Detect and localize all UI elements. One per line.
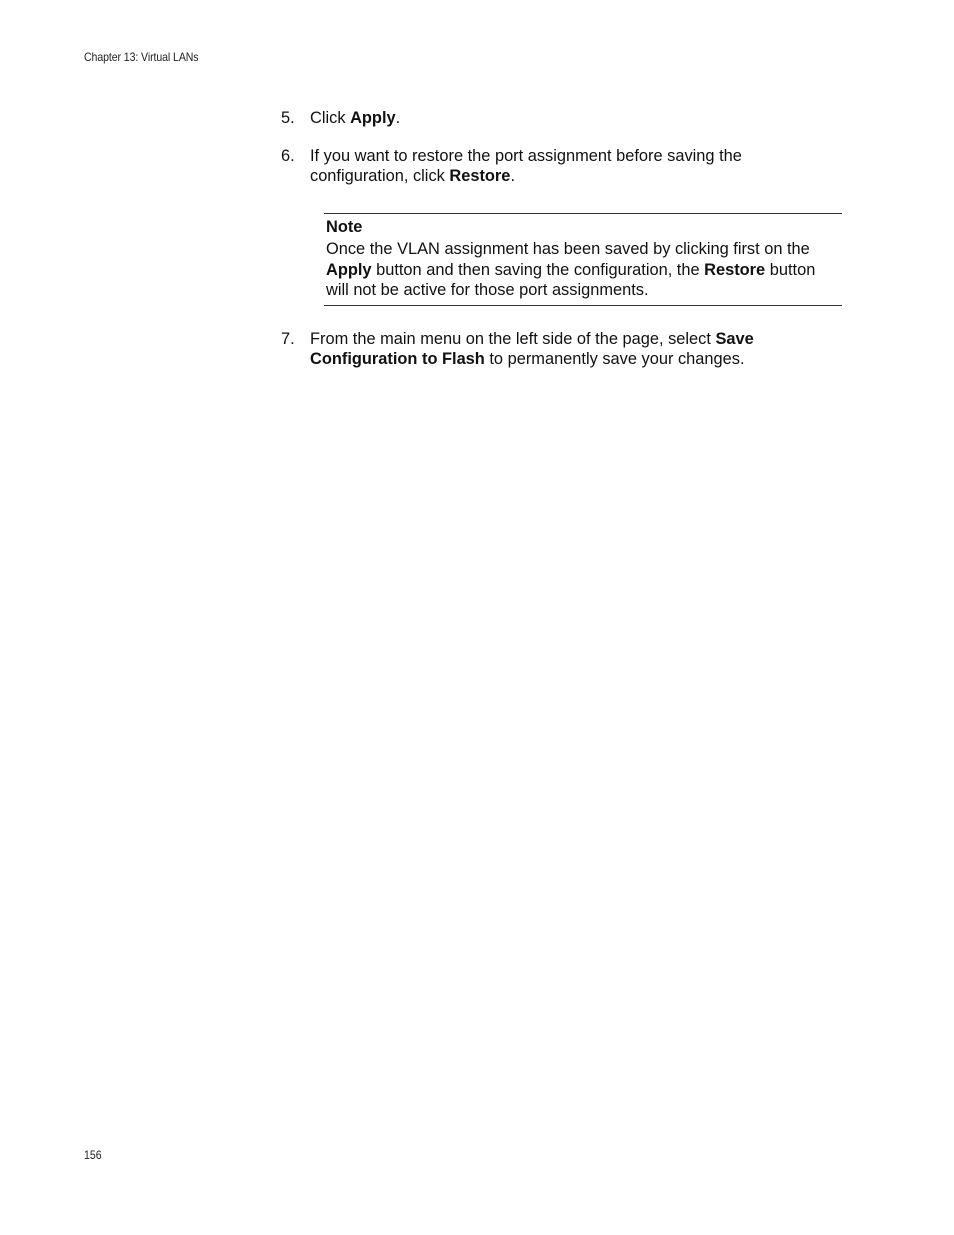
step-bold-term: Apply [350,109,396,127]
step-bold-term: Restore [449,167,511,186]
running-header: Chapter 13: Virtual LANs [84,50,199,64]
step-text-before: If you want to restore the port assignment before saving the configuration, click [310,147,742,186]
step-bold-term: Save Configuration to Flash [310,330,754,369]
step-text [310,146,780,187]
note-text-1: Once the VLAN assignment has been saved by clicking first on the [326,240,810,258]
step-text-after: to permanently save your changes. [484,350,745,369]
note-box [324,213,842,306]
step-number: 6. [281,147,295,165]
step-number: 7. [281,330,295,348]
step-text-after: . [510,167,515,186]
step-text-before: Click [310,109,351,127]
note-text-3: button will not be active for those port assignments. [326,260,816,300]
note-bold-restore: Restore [704,260,766,279]
step-text-after: . [395,109,401,127]
step-text [310,329,790,370]
step-text [310,108,830,128]
note-title: Note [326,218,363,236]
note-bold-apply: Apply [326,260,372,279]
note-text-2: button and then saving the configuration, the [371,260,705,279]
step-number: 5. [281,109,295,127]
page-number: 156 [84,1148,102,1162]
step-text-before: From the main menu on the left side of the page, select [310,330,716,348]
note-body [326,239,842,301]
